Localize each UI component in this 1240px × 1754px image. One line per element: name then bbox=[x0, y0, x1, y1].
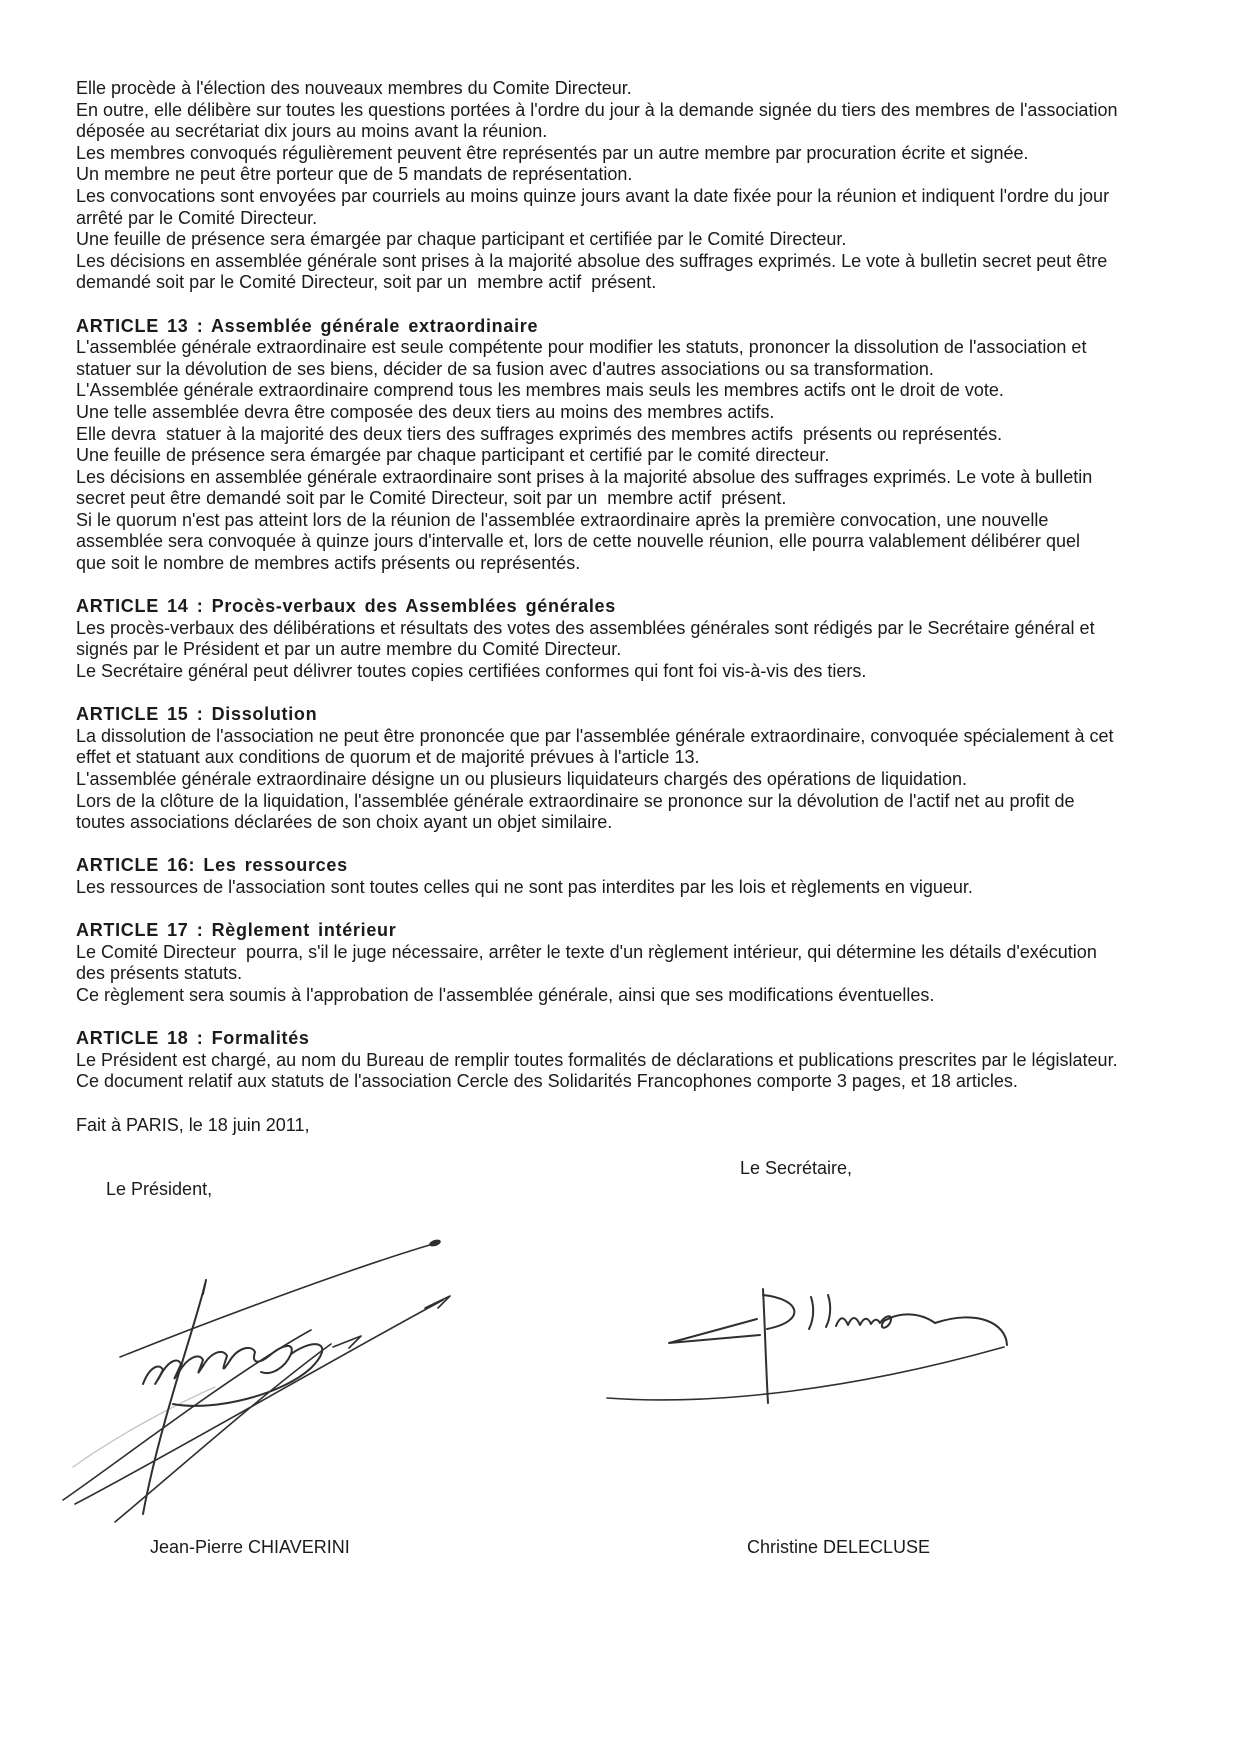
secretary-signature bbox=[605, 1283, 1015, 1408]
document-line: toutes associations déclarées de son choix ayant un objet similaire. bbox=[76, 812, 613, 833]
document-line: Les décisions en assemblée générale sont prises à la majorité absolue des suffrages exprimés. Le vote à bulletin secret peut être bbox=[76, 250, 1108, 271]
document-line: Elle devra statuer à la majorité des deux tiers des suffrages exprimés des membres actifs présents ou représentés. bbox=[76, 423, 1003, 444]
sections-host bbox=[76, 78, 1204, 1093]
document-line: Si le quorum n'est pas atteint lors de la réunion de l'assemblée extraordinaire après la première convocation, une nouvelle bbox=[76, 509, 1049, 530]
document-line: L'assemblée générale extraordinaire est seule compétente pour modifier les statuts, prononcer la dissolution de l'association et bbox=[76, 337, 1087, 358]
document-line: demandé soit par le Comité Directeur, soit par un membre actif présent. bbox=[76, 272, 657, 293]
document-line: Le Comité Directeur pourra, s'il le juge nécessaire, arrêter le texte d'un règlement intérieur, qui détermine les détails d'exécution bbox=[76, 941, 1097, 962]
document-line: Ce document relatif aux statuts de l'association Cercle des Solidarités Francophones comporte 3 pages, et 18 articles. bbox=[76, 1071, 1018, 1092]
document-line: arrêté par le Comité Directeur. bbox=[76, 207, 318, 228]
document-line: Lors de la clôture de la liquidation, l'assemblée générale extraordinaire se prononce sur la dévolution de l'actif net au profit de bbox=[76, 790, 1075, 811]
article-heading: ARTICLE 17 : Règlement intérieur bbox=[76, 920, 397, 941]
document-line: statuer sur la dévolution de ses biens, décider de sa fusion avec d'autres associations ou sa transformation. bbox=[76, 358, 934, 379]
article-heading: ARTICLE 16: Les ressources bbox=[76, 855, 348, 876]
document-line: Les décisions en assemblée générale extraordinaire sont prises à la majorité absolue des suffrages exprimés. Le vote à bulletin bbox=[76, 466, 1093, 487]
closing-place-date: Fait à PARIS, le 18 juin 2011, bbox=[76, 1114, 310, 1135]
signatory-names-row bbox=[0, 1537, 1240, 1561]
document-line: Elle procède à l'élection des nouveaux membres du Comite Directeur. bbox=[76, 78, 632, 98]
document-line: Le Secrétaire général peut délivrer toutes copies certifiées conformes qui font foi vis-à-vis des tiers. bbox=[76, 661, 867, 682]
article-heading: ARTICLE 13 : Assemblée générale extraordinaire bbox=[76, 315, 539, 336]
secretary-role-label: Le Secrétaire, bbox=[740, 1157, 853, 1178]
document-line: Une feuille de présence sera émargée par chaque participant et certifié par le comité directeur. bbox=[76, 445, 830, 466]
document-line: Une telle assemblée devra être composée des deux tiers au moins des membres actifs. bbox=[76, 401, 775, 422]
document-line: signés par le Président et par un autre membre du Comité Directeur. bbox=[76, 639, 622, 660]
document-line: L'Assemblée générale extraordinaire comprend tous les membres mais seuls les membres actifs ont le droit de vote. bbox=[76, 380, 1004, 401]
document-line: L'assemblée générale extraordinaire désigne un ou plusieurs liquidateurs chargés des opérations de liquidation. bbox=[76, 769, 968, 789]
document-line: Les membres convoqués régulièrement peuvent être représentés par un autre membre par procuration écrite et signée. bbox=[76, 142, 1029, 163]
document-body bbox=[76, 78, 1204, 1244]
document-line: Une feuille de présence sera émargée par chaque participant et certifiée par le Comité Directeur. bbox=[76, 229, 847, 250]
document-line: des présents statuts. bbox=[76, 963, 243, 984]
document-line: En outre, elle délibère sur toutes les questions portées à l'ordre du jour à la demande signée du tiers des membres de l'association bbox=[76, 99, 1118, 120]
secretary-name: Christine DELECLUSE bbox=[747, 1537, 931, 1557]
document-line: déposée au secrétariat dix jours au moins avant la réunion. bbox=[76, 121, 548, 142]
document-line: Les convocations sont envoyées par courriels au moins quinze jours avant la date fixée pour la réunion et indiquent l'ordre du jour bbox=[76, 185, 1110, 206]
article-heading: ARTICLE 15 : Dissolution bbox=[76, 704, 318, 725]
document-line: Un membre ne peut être porteur que de 5 mandats de représentation. bbox=[76, 164, 633, 185]
president-role-label: Le Président, bbox=[106, 1179, 213, 1200]
document-line: Les ressources de l'association sont toutes celles qui ne sont pas interdites par les lois et règlements en vigueur. bbox=[76, 876, 973, 897]
document-line: Ce règlement sera soumis à l'approbation de l'assemblée générale, ainsi que ses modifications éventuelles. bbox=[76, 984, 935, 1005]
document-line: effet et statuant aux conditions de quorum et de majorité prévues à l'article 13. bbox=[76, 747, 700, 768]
document-line: Les procès-verbaux des délibérations et résultats des votes des assemblées générales sont rédigés par le Secrétaire général et bbox=[76, 617, 1095, 638]
document-line: La dissolution de l'association ne peut être prononcée que par l'assemblée générale extraordinaire, convoquée spécialement à cet bbox=[76, 725, 1114, 746]
article-heading: ARTICLE 14 : Procès-verbaux des Assemblées générales bbox=[76, 596, 616, 617]
article-heading: ARTICLE 18 : Formalités bbox=[76, 1028, 310, 1049]
document-line: que soit le nombre de membres actifs présents ou représentés. bbox=[76, 553, 581, 574]
document-line: Le Président est chargé, au nom du Bureau de remplir toutes formalités de déclarations et publications prescrites par le législateur. bbox=[76, 1049, 1118, 1070]
document-line: secret peut être demandé soit par le Comité Directeur, soit par un membre actif présent. bbox=[76, 488, 787, 509]
document-line: assemblée sera convoquée à quinze jours d'intervalle et, lors de cette nouvelle réunion, elle pourra valablement délibérer quel bbox=[76, 531, 1081, 552]
president-signature bbox=[55, 1232, 455, 1527]
president-name: Jean-Pierre CHIAVERINI bbox=[150, 1537, 350, 1557]
